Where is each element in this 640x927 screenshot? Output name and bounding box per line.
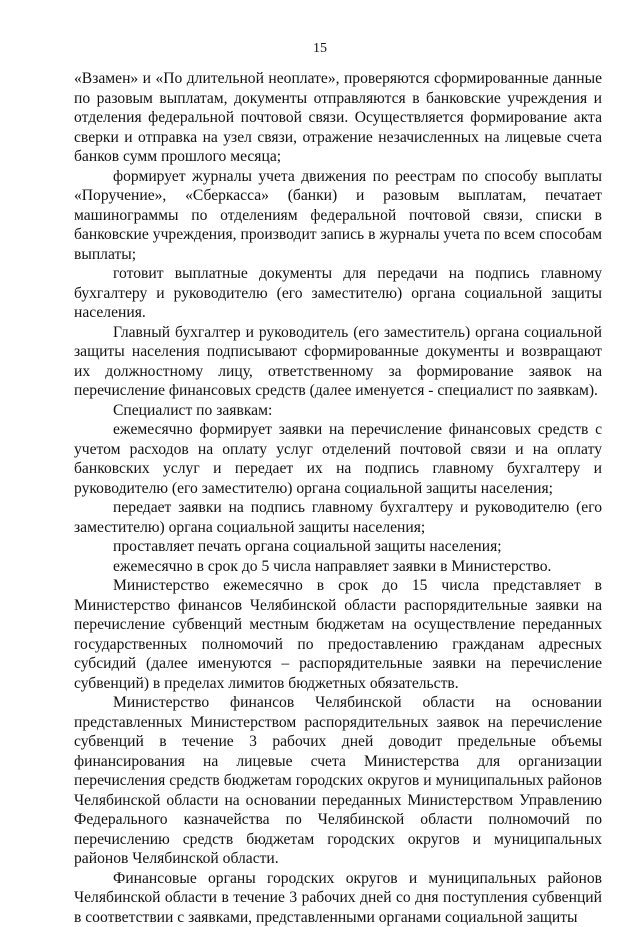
paragraph-chief-accountant: Главный бухгалтер и руководитель (его заместитель) органа социальной защиты населения подписывают сформированные документы и возвращают их должностному лицу, ответственному за формирование заявок на перечисление финансовых средств (далее именуется - специалист по заявкам). <box>74 323 602 401</box>
paragraph-continuation: «Взамен» и «По длительной неоплате», проверяются сформированные данные по разовым выплатам, документы отправляются в банковские учреждения и отделения федеральной почтовой связи. Осуществляется формирование акта сверки и отправка на узел связи, отражение незачисленных на лицевые счета банков сумм прошлого месяца; <box>74 69 602 167</box>
paragraph-ministry-monthly: Министерство ежемесячно в срок до 15 числа представляет в Министерство финансов Челябинской области распорядительные заявки на перечисление субвенций местным бюджетам на осуществление переданных государственных полномочий по предоставлению гражданам адресных субсидий (далее именуются – распорядительные заявки на перечисление субвенций) в пределах лимитов бюджетных обязательств. <box>74 576 602 693</box>
paragraph-payment-documents: готовит выплатные документы для передачи на подпись главному бухгалтеру и руководителю (его заместителю) органа социальной защиты населения. <box>74 264 602 323</box>
page-number: 15 <box>0 40 640 58</box>
paragraph-specialist-heading: Специалист по заявкам: <box>74 401 602 421</box>
paragraph-financial-bodies: Финансовые органы городских округов и муниципальных районов Челябинской области в течение 3 рабочих дней со дня поступления субвенций в соответствии с заявками, представленными органами социальной защиты <box>74 869 602 927</box>
paragraph-seal: проставляет печать органа социальной защиты населения; <box>74 537 602 557</box>
paragraph-monthly-requests: ежемесячно формирует заявки на перечисление финансовых средств с учетом расходов на оплату услуг отделений почтовой связи и на оплату банковских услуг и передает их на подпись главному бухгалтеру и руководителю (его заместителю) органа социальной защиты населения; <box>74 420 602 498</box>
paragraph-journals: формирует журналы учета движения по реестрам по способу выплаты «Поручение», «Сберкасса» (банки) и разовым выплатам, печатает машинограммы по отделениям федеральной почтовой связи, списки в банковские учреждения, производит запись в журналы учета по всем способам выплаты; <box>74 167 602 265</box>
paragraph-submit-requests: передает заявки на подпись главному бухгалтеру и руководителю (его заместителю) органа социальной защиты населения; <box>74 498 602 537</box>
paragraph-send-to-ministry: ежемесячно в срок до 5 числа направляет заявки в Министерство. <box>74 557 602 577</box>
paragraph-ministry-finance: Министерство финансов Челябинской области на основании представленных Министерством распорядительных заявок на перечисление субвенций в течение 3 рабочих дней доводит предельные объемы финансирования на лицевые счета Министерства для организации перечисления средств бюджетам городских округов и муниципальных районов Челябинской области на основании переданных Министерством Управлению Федерального казначейства по Челябинской области полномочий по перечислению средств бюджетам городских округов и муниципальных районов Челябинской области. <box>74 693 602 869</box>
document-body <box>74 69 602 927</box>
